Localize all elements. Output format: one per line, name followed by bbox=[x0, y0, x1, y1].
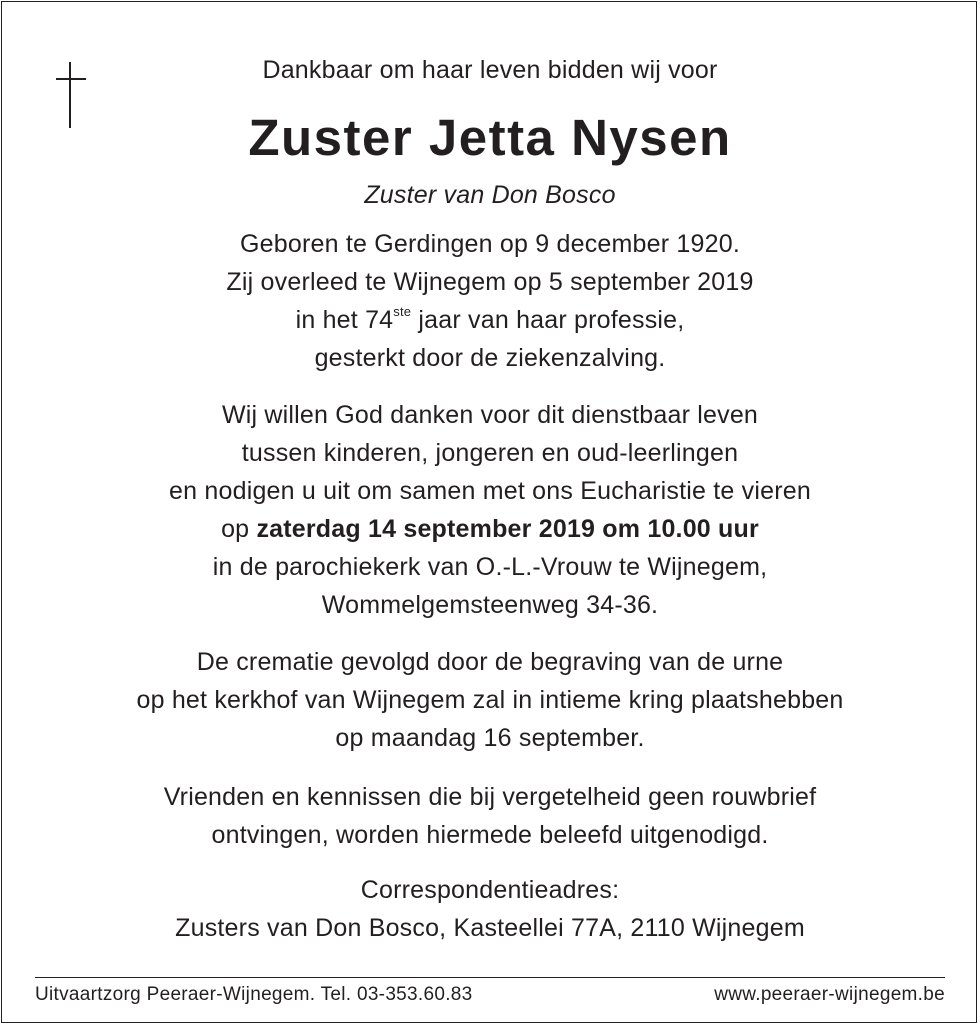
profession-post: jaar van haar professie, bbox=[411, 306, 685, 334]
invitation-line-1: Vrienden en kennissen die bij vergetelheid geen rouwbrief bbox=[163, 783, 817, 811]
cremation-line-3: op maandag 16 september. bbox=[335, 724, 645, 752]
service-address: Wommelgemsteenweg 34-36. bbox=[321, 591, 659, 619]
service-location: in de parochiekerk van O.-L.-Vrouw te Wijnegem, bbox=[212, 553, 768, 581]
correspondence-label: Correspondentieadres: bbox=[360, 876, 620, 904]
death-line: Zij overleed te Wijnegem op 5 september 2019 bbox=[226, 268, 754, 296]
profession-pre: in het 74 bbox=[295, 306, 394, 334]
correspondence-address: Zusters van Don Bosco, Kasteellei 77A, 2110 Wijnegem bbox=[175, 914, 805, 942]
service-date-pre: op bbox=[221, 515, 257, 543]
service-line-2: tussen kinderen, jongeren en oud-leerlingen bbox=[241, 439, 739, 467]
birth-line: Geboren te Gerdingen op 9 december 1920. bbox=[239, 230, 740, 258]
deceased-role: Zuster van Don Bosco bbox=[364, 181, 616, 209]
footer-divider bbox=[35, 977, 945, 978]
undertaker-info: Uitvaartzorg Peeraer-Wijnegem. Tel. 03-353.60.83 bbox=[35, 984, 473, 1005]
website-link[interactable]: www.peeraer-wijnegem.be bbox=[714, 984, 945, 1005]
cremation-line-1: De crematie gevolgd door de begraving van de urne bbox=[196, 648, 784, 676]
service-line-3: en nodigen u uit om samen met ons Eucharistie te vieren bbox=[169, 477, 811, 505]
service-date-line bbox=[0, 515, 980, 544]
profession-sup: ste bbox=[393, 304, 412, 319]
profession-line bbox=[0, 306, 980, 335]
invitation-line-2: ontvingen, worden hiermede beleefd uitgenodigd. bbox=[211, 821, 769, 849]
service-line-1: Wij willen God danken voor dit dienstbaar leven bbox=[221, 401, 759, 429]
cremation-line-2: op het kerkhof van Wijnegem zal in intieme kring plaatshebben bbox=[136, 686, 844, 714]
deceased-name: Zuster Jetta Nysen bbox=[248, 109, 732, 166]
service-date: zaterdag 14 september 2019 om 10.00 uur bbox=[256, 515, 759, 543]
intro-line: Dankbaar om haar leven bidden wij voor bbox=[262, 56, 718, 84]
anointing-line: gesterkt door de ziekenzalving. bbox=[314, 344, 666, 372]
